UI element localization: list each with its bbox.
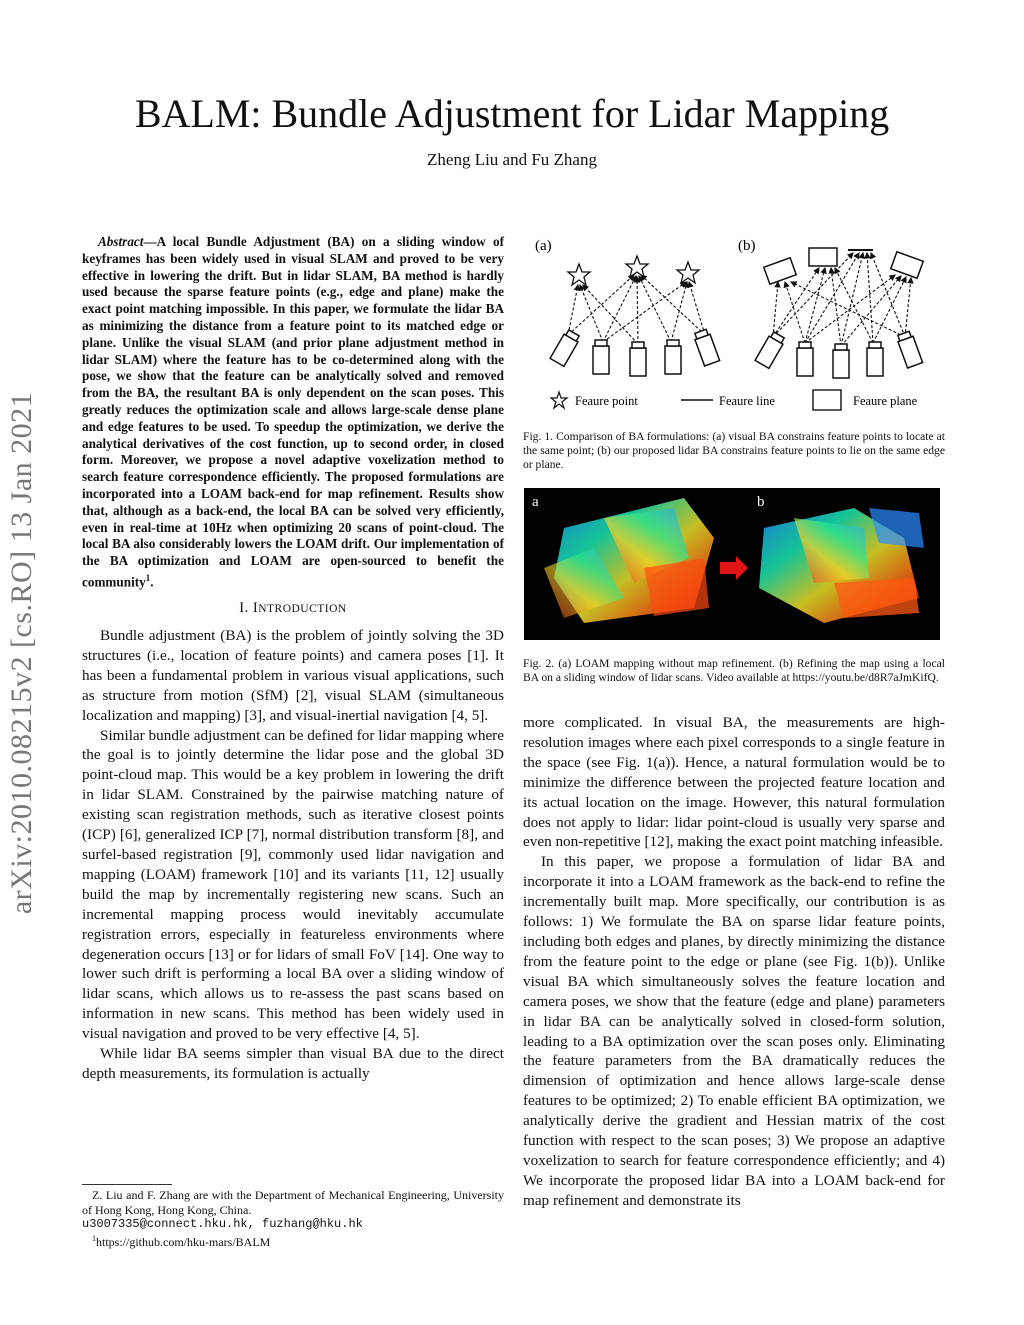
feature-plane-3 — [891, 252, 923, 278]
figure-2-image — [524, 488, 940, 640]
abstract-lead: Abstract — [98, 234, 144, 249]
figure-1-diagram — [523, 230, 945, 420]
camera-a-1 — [550, 329, 581, 366]
abstract-end: . — [150, 574, 154, 590]
intro-paragraph-3: While lidar BA seems simpler than visual BA due to the direct depth measurements, its formulation is actually — [82, 1045, 504, 1082]
figure-2-caption: Fig. 2. (a) LOAM mapping without map refinement. (b) Refining the map using a local BA on a sliding window of lidar scans. Video available at https://youtu.be/d8R7aJmKifQ. — [523, 657, 945, 684]
arxiv-stamp: arXiv:2010.08215v2 [cs.RO] 13 Jan 2021 — [5, 391, 38, 915]
camera-a-4 — [665, 340, 681, 374]
footnote-url[interactable]: https://github.com/hku-mars/BALM — [96, 1234, 271, 1249]
footnote-mark: 1 — [92, 1233, 96, 1243]
footnote-url-line — [82, 1232, 504, 1250]
lidar-b-4 — [867, 342, 883, 376]
abstract-text: —A local Bundle Adjustment (BA) on a sliding window of keyframes has been widely used in visual SLAM and proved to be very effective in lowering the drift. But in lidar SLAM, BA method is hardly used because the sparse feature points (e.g., edge and plane) make the exact point matching impossible. In this paper, we formulate the lidar BA as minimizing the distance from a feature point to its matched edge or plane. Unlike the visual SLAM (and prior plane adjustment method in lidar SLAM) where the feature has to be co-determined along with the pose, we show that the feature can be analytically solved and removed from the BA, the resultant BA is only dependent on the scan poses. This greatly reduces the optimization scale and allows large-scale dense plane and edge features to be used. To speedup the optimization, we derive the analytical derivatives of the cost function, up to second order, in closed form. Moreover, we propose a novel adaptive voxelization method to search feature correspondence efficiently. The proposed formulations are incorporated into a LOAM back-end for map refinement. Results show that, although as a back-end, the local BA can be solved very efficiently, even in real-time at 10Hz when optimizing 20 scans of point-cloud. The local BA also considerably lowers the LOAM drift. Our implementation of the BA optimization and LOAM are open-sourced to benefit the community — [82, 234, 504, 590]
feature-point-star-1 — [568, 264, 590, 285]
section-heading-introduction — [82, 599, 504, 620]
camera-a-2 — [593, 340, 609, 374]
right-paragraph-1: more complicated. In visual BA, the measurements are high-resolution images where each pixel corresponds to a single feature in the space (see Fig. 1(a)). Hence, a natural formulation would be to minimize the difference between the projected feature location and its actual location on the image. However, this natural formulation does not apply to lidar: lidar point-cloud is usually very sparse and even non-repetitive [12], making the exact point matching infeasible. — [523, 714, 945, 851]
lidar-b-1 — [755, 331, 786, 368]
legend-point-icon — [551, 392, 567, 408]
fig2-label-a: a — [532, 494, 539, 510]
paper-authors: Zheng Liu and Fu Zhang — [427, 150, 597, 169]
camera-a-5 — [693, 329, 720, 366]
figure-1-caption: Fig. 1. Comparison of BA formulations: (a) visual BA constrains feature points to locate at the same point; (b) our proposed lidar BA constrains feature points to lie on the same edge or plane. — [523, 430, 945, 471]
left-column — [82, 234, 504, 1084]
fig1-label-b: (b) — [738, 238, 756, 254]
legend-plane-icon — [813, 390, 841, 410]
right-column — [523, 713, 945, 1211]
fig2-label-b: b — [757, 494, 765, 510]
camera-a-3 — [630, 342, 646, 376]
lidar-b-3 — [833, 344, 849, 378]
abstract — [82, 234, 504, 591]
figure-1 — [523, 230, 945, 420]
lidar-map-after — [759, 508, 924, 623]
intro-paragraph-1: Bundle adjustment (BA) is the problem of jointly solving the 3D structures (i.e., location of feature points) and camera poses [1]. It has been a fundamental problem in various visual applications, such as structure from motion (SfM) [2], visual SLAM (simultaneous localization and mapping) [3], and visual-inertial navigation [4, 5]. — [82, 627, 504, 724]
abstract-footnote-mark: 1 — [145, 572, 151, 583]
section-title-rest: NTRODUCTION — [258, 603, 347, 616]
footnote-rule — [82, 1184, 172, 1185]
lidar-b-2 — [797, 342, 813, 376]
right-paragraph-2: In this paper, we propose a formulation of lidar BA and incorporate it into a LOAM framework as the back-end to refine the incrementally built map. More specifically, our contribution is as follows: 1) We formulate the BA on sparse lidar feature points, including both edges and planes, by directly minimizing the distance from the feature point to the edge or plane (see Fig. 1(b)). Unlike visual BA which simultaneously solves the feature location and camera poses, we show that the feature (edge and plane) parameters in lidar BA can be analytically solved in closed-form solution, leading to a BA optimization over the scan poses only. Eliminating the feature parameters from the BA dramatically reduces the dimension of optimization and hence allows large-scale dense features to be optimized; 2) To enable efficient BA optimization, we analytically derive the gradient and Hessian matrix of the cost function with respect to the scan poses; 3) We propose an adaptive voxelization to search for feature correspondence efficiently; and 4) We incorporate the proposed lidar BA into a LOAM back-end for map refinement and demonstrate its — [523, 853, 945, 1209]
feature-plane-2 — [809, 248, 837, 266]
refinement-arrow — [720, 556, 748, 580]
legend-line-label: Feaure line — [719, 394, 775, 408]
section-number: I. — [239, 600, 253, 617]
feature-point-star-2 — [626, 256, 648, 277]
feature-plane-1 — [764, 258, 796, 284]
footnote-emails: u3007335@connect.hku.hk, fuzhang@hku.hk — [82, 1217, 363, 1231]
fig1-label-a: (a) — [535, 238, 552, 254]
legend-plane-label: Feaure plane — [853, 394, 918, 408]
legend-point-label: Feaure point — [575, 394, 638, 408]
intro-paragraph-2: Similar bundle adjustment can be defined for lidar mapping where the goal is to jointly determine the lidar pose and the global 3D point-cloud map. This would be a key problem in lowering the drift in lidar SLAM. Constrained by the pairwise matching nature of existing scan registration methods, such as iterative closest points (ICP) [6], generalized ICP [7], normal distribution transform [8], and surfel-based registration [9], commonly used lidar navigation and mapping (LOAM) framework [10] and its variants [11, 12] usually build the map by incrementally registering new scans. Such an incremental mapping process would inevitably accumulate registration errors, especially in featureless environments where degeneration occurs [13] or for lidars of small FoV [14]. One way to lower such drift is performing a local BA over a sliding window of lidar scans, which allows us to re-assess the past scans based on information in new scans. This method has been widely used in visual navigation and proved to be very effective [4, 5]. — [82, 726, 504, 1043]
feature-point-star-3 — [677, 262, 699, 283]
lidar-b-5 — [896, 331, 923, 368]
footnote-affiliation: Z. Liu and F. Zhang are with the Department of Mechanical Engineering, University of Hong Kong, Hong Kong, China. — [82, 1188, 504, 1217]
paper-title: BALM: Bundle Adjustment for Lidar Mapping — [134, 91, 890, 136]
lidar-map-before — [544, 498, 714, 623]
section-first-letter: I — [252, 600, 259, 617]
figure-2 — [524, 488, 940, 640]
footnote — [82, 1188, 504, 1249]
